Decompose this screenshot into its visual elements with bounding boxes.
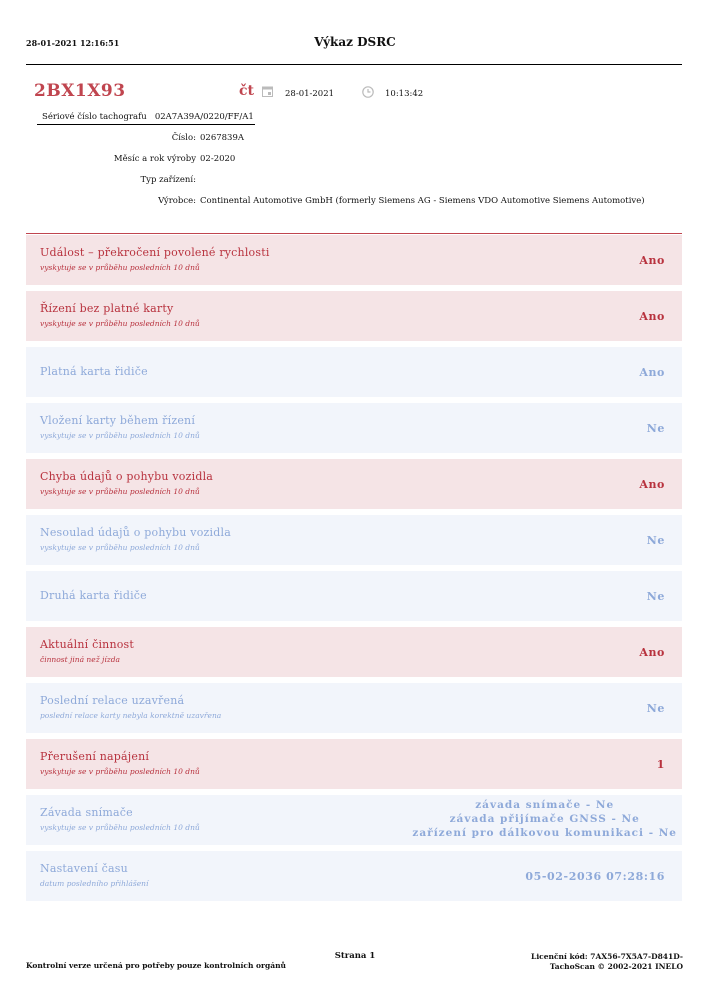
status-row [26, 347, 682, 397]
status-subtitle: vyskytuje se v průběhu posledních 10 dnů [40, 319, 200, 328]
report-date: 28-01-2021 [285, 89, 335, 99]
number-value: 0267839A [200, 133, 244, 143]
status-row [26, 515, 682, 565]
status-value: Ano [639, 310, 665, 323]
status-value: Ano [639, 254, 665, 267]
status-value: Ne [646, 702, 665, 715]
status-title: Nastavení času [40, 862, 128, 875]
section-divider [26, 233, 682, 234]
status-subtitle: vyskytuje se v průběhu posledních 10 dnů [40, 543, 200, 552]
status-value: 1 [656, 758, 665, 771]
status-subtitle: vyskytuje se v průběhu posledních 10 dnů [40, 767, 200, 776]
status-row [26, 683, 682, 733]
status-title: Druhá karta řidiče [40, 589, 147, 602]
status-value [412, 798, 677, 840]
page-title: Výkaz DSRC [314, 35, 396, 49]
status-title: Závada snímače [40, 806, 133, 819]
page-number: Strana 1 [334, 951, 376, 961]
license-code: Licenční kód: 7AX56-7X5A7-D841D- [531, 952, 683, 961]
vehicle-plate: 2BX1X93 [34, 81, 126, 101]
serial-label: Sériové číslo tachografu [42, 112, 147, 122]
month-year-value: 02-2020 [200, 154, 236, 164]
status-subtitle: poslední relace karty nebyla korektně uzavřena [40, 711, 222, 720]
status-value: Ano [639, 478, 665, 491]
status-subtitle: vyskytuje se v průběhu posledních 10 dnů [40, 263, 200, 272]
status-subtitle: vyskytuje se v průběhu posledních 10 dnů [40, 431, 200, 440]
status-title: Událost – překročení povolené rychlosti [40, 246, 270, 259]
status-value: 05-02-2036 07:28:16 [525, 870, 665, 883]
status-value: Ne [646, 422, 665, 435]
status-row [26, 627, 682, 677]
number-label: Číslo: [171, 133, 196, 143]
status-title: Řízení bez platné karty [40, 302, 174, 315]
status-title: Chyba údajů o pohybu vozidla [40, 470, 214, 483]
weekday: čt [239, 83, 254, 99]
status-title: Poslední relace uzavřená [40, 694, 185, 707]
report-datetime: 28-01-2021 12:16:51 [26, 38, 120, 48]
status-title: Platná karta řidiče [40, 365, 148, 378]
status-subtitle: datum posledního přihlášení [40, 879, 149, 888]
header-divider [26, 64, 682, 65]
status-subtitle: vyskytuje se v průběhu posledních 10 dnů [40, 487, 200, 496]
status-value: Ano [639, 366, 665, 379]
serial-value: 02A7A39A/0220/FF/A1 [154, 112, 254, 122]
copyright: TachoScan © 2002-2021 INELO [549, 962, 683, 971]
manufacturer-label: Výrobce: [158, 196, 196, 206]
manufacturer-value: Continental Automotive GmbH (formerly Siemens AG - Siemens VDO Automotive Siemens Automotive) [200, 196, 645, 206]
report-time: 10:13:42 [385, 89, 424, 99]
status-value: Ano [639, 646, 665, 659]
status-row [26, 739, 682, 789]
status-title: Aktuální činnost [40, 638, 135, 651]
month-year-label: Měsíc a rok výroby [113, 154, 196, 164]
status-value: Ne [646, 590, 665, 603]
status-value-line: zařízení pro dálkovou komunikaci - Ne [412, 827, 677, 839]
calendar-icon [262, 86, 273, 97]
status-row [26, 291, 682, 341]
license-info [531, 952, 683, 972]
status-value: Ne [646, 534, 665, 547]
status-value-line: závada snímače - Ne [475, 799, 615, 811]
status-title: Přerušení napájení [40, 750, 150, 763]
status-row [26, 459, 682, 509]
status-row [26, 795, 682, 845]
clock-icon [362, 86, 374, 98]
status-subtitle: činnost jiná než jízda [40, 655, 120, 664]
status-row [26, 571, 682, 621]
status-subtitle: vyskytuje se v průběhu posledních 10 dnů [40, 823, 200, 832]
device-type-label: Typ zařízení: [140, 175, 196, 185]
status-row [26, 851, 682, 901]
footer-note: Kontrolní verze určená pro potřeby pouze kontrolních orgánů [26, 961, 286, 970]
status-title: Nesoulad údajů o pohybu vozidla [40, 526, 231, 539]
serial-underline [37, 124, 255, 125]
status-title: Vložení karty během řízení [40, 414, 196, 427]
status-value-line: závada přijímače GNSS - Ne [449, 813, 640, 825]
status-row [26, 235, 682, 285]
tachograph-serial [42, 112, 254, 122]
status-row [26, 403, 682, 453]
